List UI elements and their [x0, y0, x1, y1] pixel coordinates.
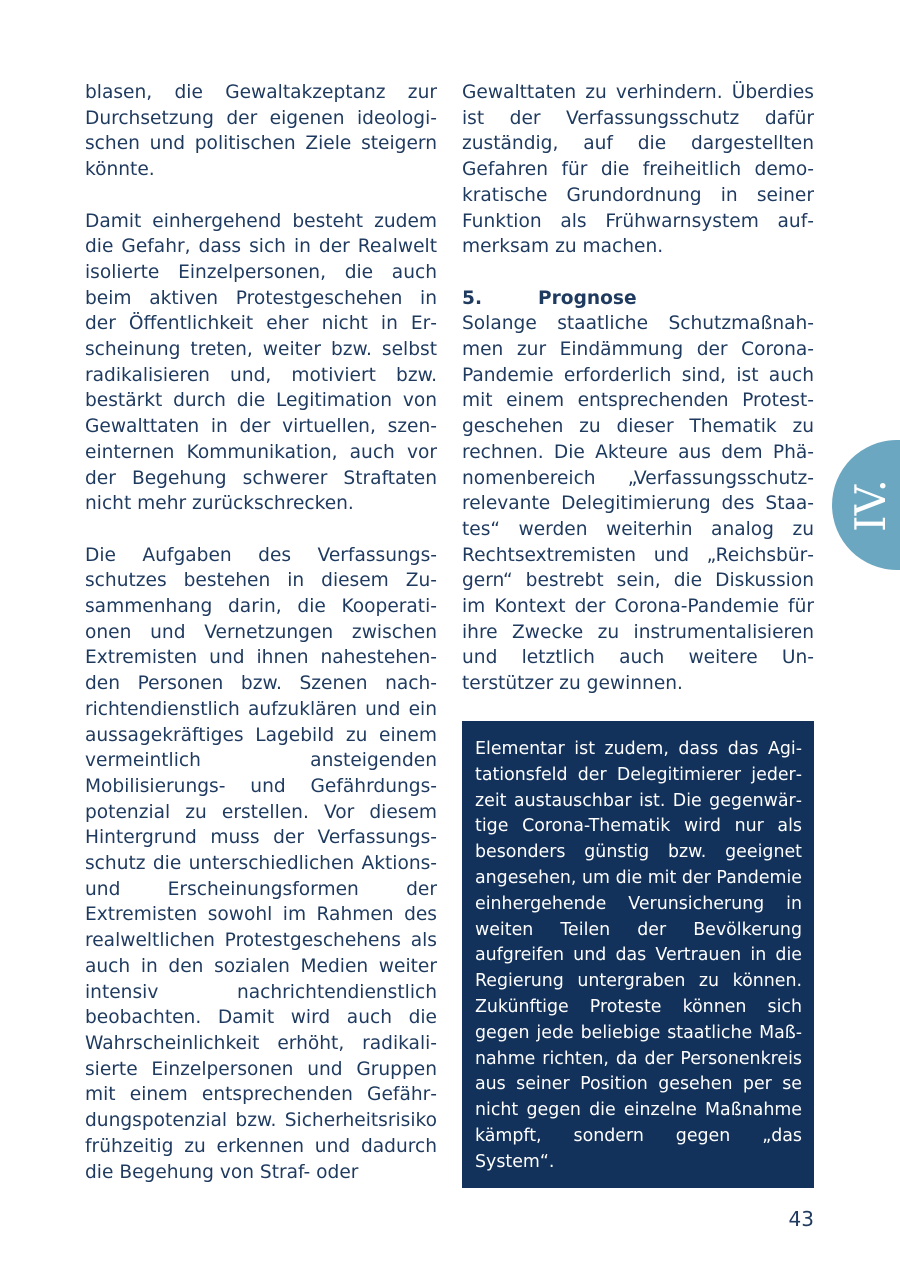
section-paragraph: Solange staatliche Schutzmaßnahmen zur Eindämmung der Corona-Pandemie erforderlich sind, ist auch mit einem entsprechenden Protestgeschehen zu dieser Thematik zu rechnen. Die Akteure aus dem Phänomenbereich „Verfassungsschutzrelevante Delegitimierung des Staates“ werden weiterhin analog zu Rechtsextremisten und „Reichsbürgern“ bestrebt sein, die Diskussion im Kontext der Corona-Pandemie für ihre Zwecke zu instrumentalisieren und letztlich auch weitere Unterstützer zu gewinnen.: [462, 313, 814, 695]
paragraph-tasks: Die Aufgaben des Verfassungsschutzes bestehen in diesem Zusammenhang darin, die Kooperationen und Vernetzungen zwischen Extremisten und ihnen nahestehenden Personen bzw. Szenen nachrichtendienstlich aufzuklären und ein aussagekräftiges Lagebild zu einem vermeintlich ansteigenden Mobilisierungs- und Gefährdungspotenzial zu erstellen. Vor diesem Hintergrund muss der Verfassungsschutz die unterschiedlichen Aktions- und Erscheinungsformen der Extremisten sowohl im Rahmen des realweltlichen Protestgeschehens als auch in den sozialen Medien weiter intensiv nachrichtendienstlich beobachten. Damit wird auch die Wahrscheinlichkeit erhöht, radikalisierte Einzelpersonen und Gruppen mit einem entsprechenden Gefährdungspotenzial bzw. Sicherheitsrisiko frühzeitig zu erkennen und dadurch die Begehung von Straf- oder: [85, 544, 437, 1183]
section-number: 5.: [462, 287, 483, 309]
section-heading: [462, 286, 814, 312]
highlight-box-text: Elementar ist zudem, dass das Agitationsfeld der Delegitimierer jederzeit austauschbar ist. Die gegenwärtige Corona-Thematik wird nur als besonders günstig bzw. geeignet angesehen, um die mit der Pandemie einhergehende Verunsicherung in weiten Teilen der Bevölkerung aufgreifen und das Vertrauen in die Regierung untergraben zu können. Zukünftige Proteste können sich gegen jede beliebige staatliche Maßnahme richten, da der Personenkreis aus seiner Position gesehen per se nicht gegen die einzelne Maßnahme kämpft, sondern gegen „das System“.: [475, 739, 802, 1172]
page-number: 43: [788, 1207, 814, 1231]
paragraph-risk: Damit einhergehend besteht zudem die Gefahr, dass sich in der Realwelt isolierte Einzelpersonen, die auch beim aktiven Protestgeschehen in der Öffentlichkeit eher nicht in Erscheinung treten, weiter bzw. selbst radikalisieren und, motiviert bzw. bestärkt durch die Legitimation von Gewalttaten in der virtuellen, szeneinternen Kommunikation, auch vor der Begehung schwerer Straftaten nicht mehr zurückschrecken.: [85, 210, 437, 515]
highlight-box: [462, 721, 814, 1188]
chapter-tab-label: [840, 440, 900, 570]
left-column: [85, 80, 437, 1185]
section-title: Prognose: [538, 287, 637, 309]
paragraph-continued-right: Gewalttaten zu verhindern. Überdies ist der Verfassungsschutz dafür zuständig, auf die dargestellten Gefahren für die freiheitlich demokratische Grundordnung in seiner Funktion als Frühwarnsystem aufmerksam zu machen.: [462, 82, 814, 258]
right-column: [462, 80, 814, 697]
chapter-number: IV.: [845, 478, 895, 532]
paragraph-continued: blasen, die Gewaltakzeptanz zur Durchsetzung der eigenen ideologischen und politischen Ziele steigern könnte.: [85, 82, 437, 181]
